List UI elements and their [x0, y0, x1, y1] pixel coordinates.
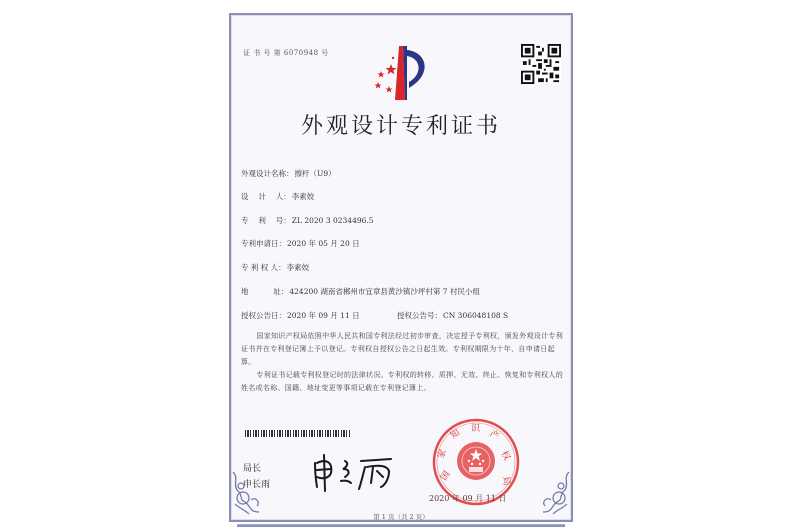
patent-certificate — [229, 13, 573, 522]
field-address: 地 址：424200 湖南省郴州市宜章县黄沙镇沙坪村第 7 村民小组 — [241, 287, 480, 296]
grant-statement: 国家知识产权局依照中华人民共和国专利法经过初步审查，决定授予专利权，颁发外观设计专利证书并在专利登记簿上予以登记。专利权自授权公告之日起生效。专利权期限为十年，自申请日起算。 — [241, 332, 563, 366]
svg-text:识: 识 — [471, 424, 481, 434]
certificate-number: 证 书 号 第 6070948 号 — [243, 49, 329, 57]
svg-text:国: 国 — [439, 469, 453, 483]
signatory-name: 申长雨 — [243, 480, 271, 490]
certificate-title: 外观设计专利证书 — [300, 114, 501, 139]
signatory-title: 局长 — [243, 464, 262, 474]
signature-icon — [311, 453, 396, 493]
seal-date: 2020 年 09 月 11 日 — [429, 494, 507, 503]
legal-status-statement: 专利证书记载专利权登记时的法律状况。专利权的转移、质押、无效、终止、恢复和专利权人的姓名或名称、国籍、地址变更等事项记载在专利登记簿上。 — [241, 371, 563, 392]
cnipa-logo-icon — [369, 44, 431, 102]
svg-text:产: 产 — [487, 428, 501, 443]
qr-code-icon[interactable] — [521, 44, 561, 84]
ornament-corner-icon — [533, 470, 573, 515]
field-grant-date: 授权公告日：2020 年 09 月 11 日 — [241, 311, 360, 320]
ornament-corner-icon — [229, 470, 269, 515]
svg-text:局: 局 — [500, 475, 512, 487]
svg-text:知: 知 — [448, 428, 463, 442]
barcode-icon — [245, 430, 350, 437]
svg-text:家: 家 — [436, 448, 449, 461]
field-designer: 设 计 人：李素姣 — [241, 192, 315, 201]
field-patentee: 专 利 权 人：李素姣 — [241, 263, 310, 272]
bottom-divider — [237, 524, 565, 527]
field-application-date: 专利申请日：2020 年 05 月 20 日 — [241, 239, 360, 248]
svg-text:权: 权 — [498, 449, 512, 463]
page-indicator: 第 1 页（共 2 页） — [373, 513, 429, 521]
field-design-name: 外观设计名称：擦杆（U9） — [241, 169, 336, 178]
field-patent-number: 专 利 号：ZL 2020 3 0234496.5 — [241, 216, 374, 225]
field-announcement-number: 授权公告号：CN 306048108 S — [397, 311, 509, 320]
